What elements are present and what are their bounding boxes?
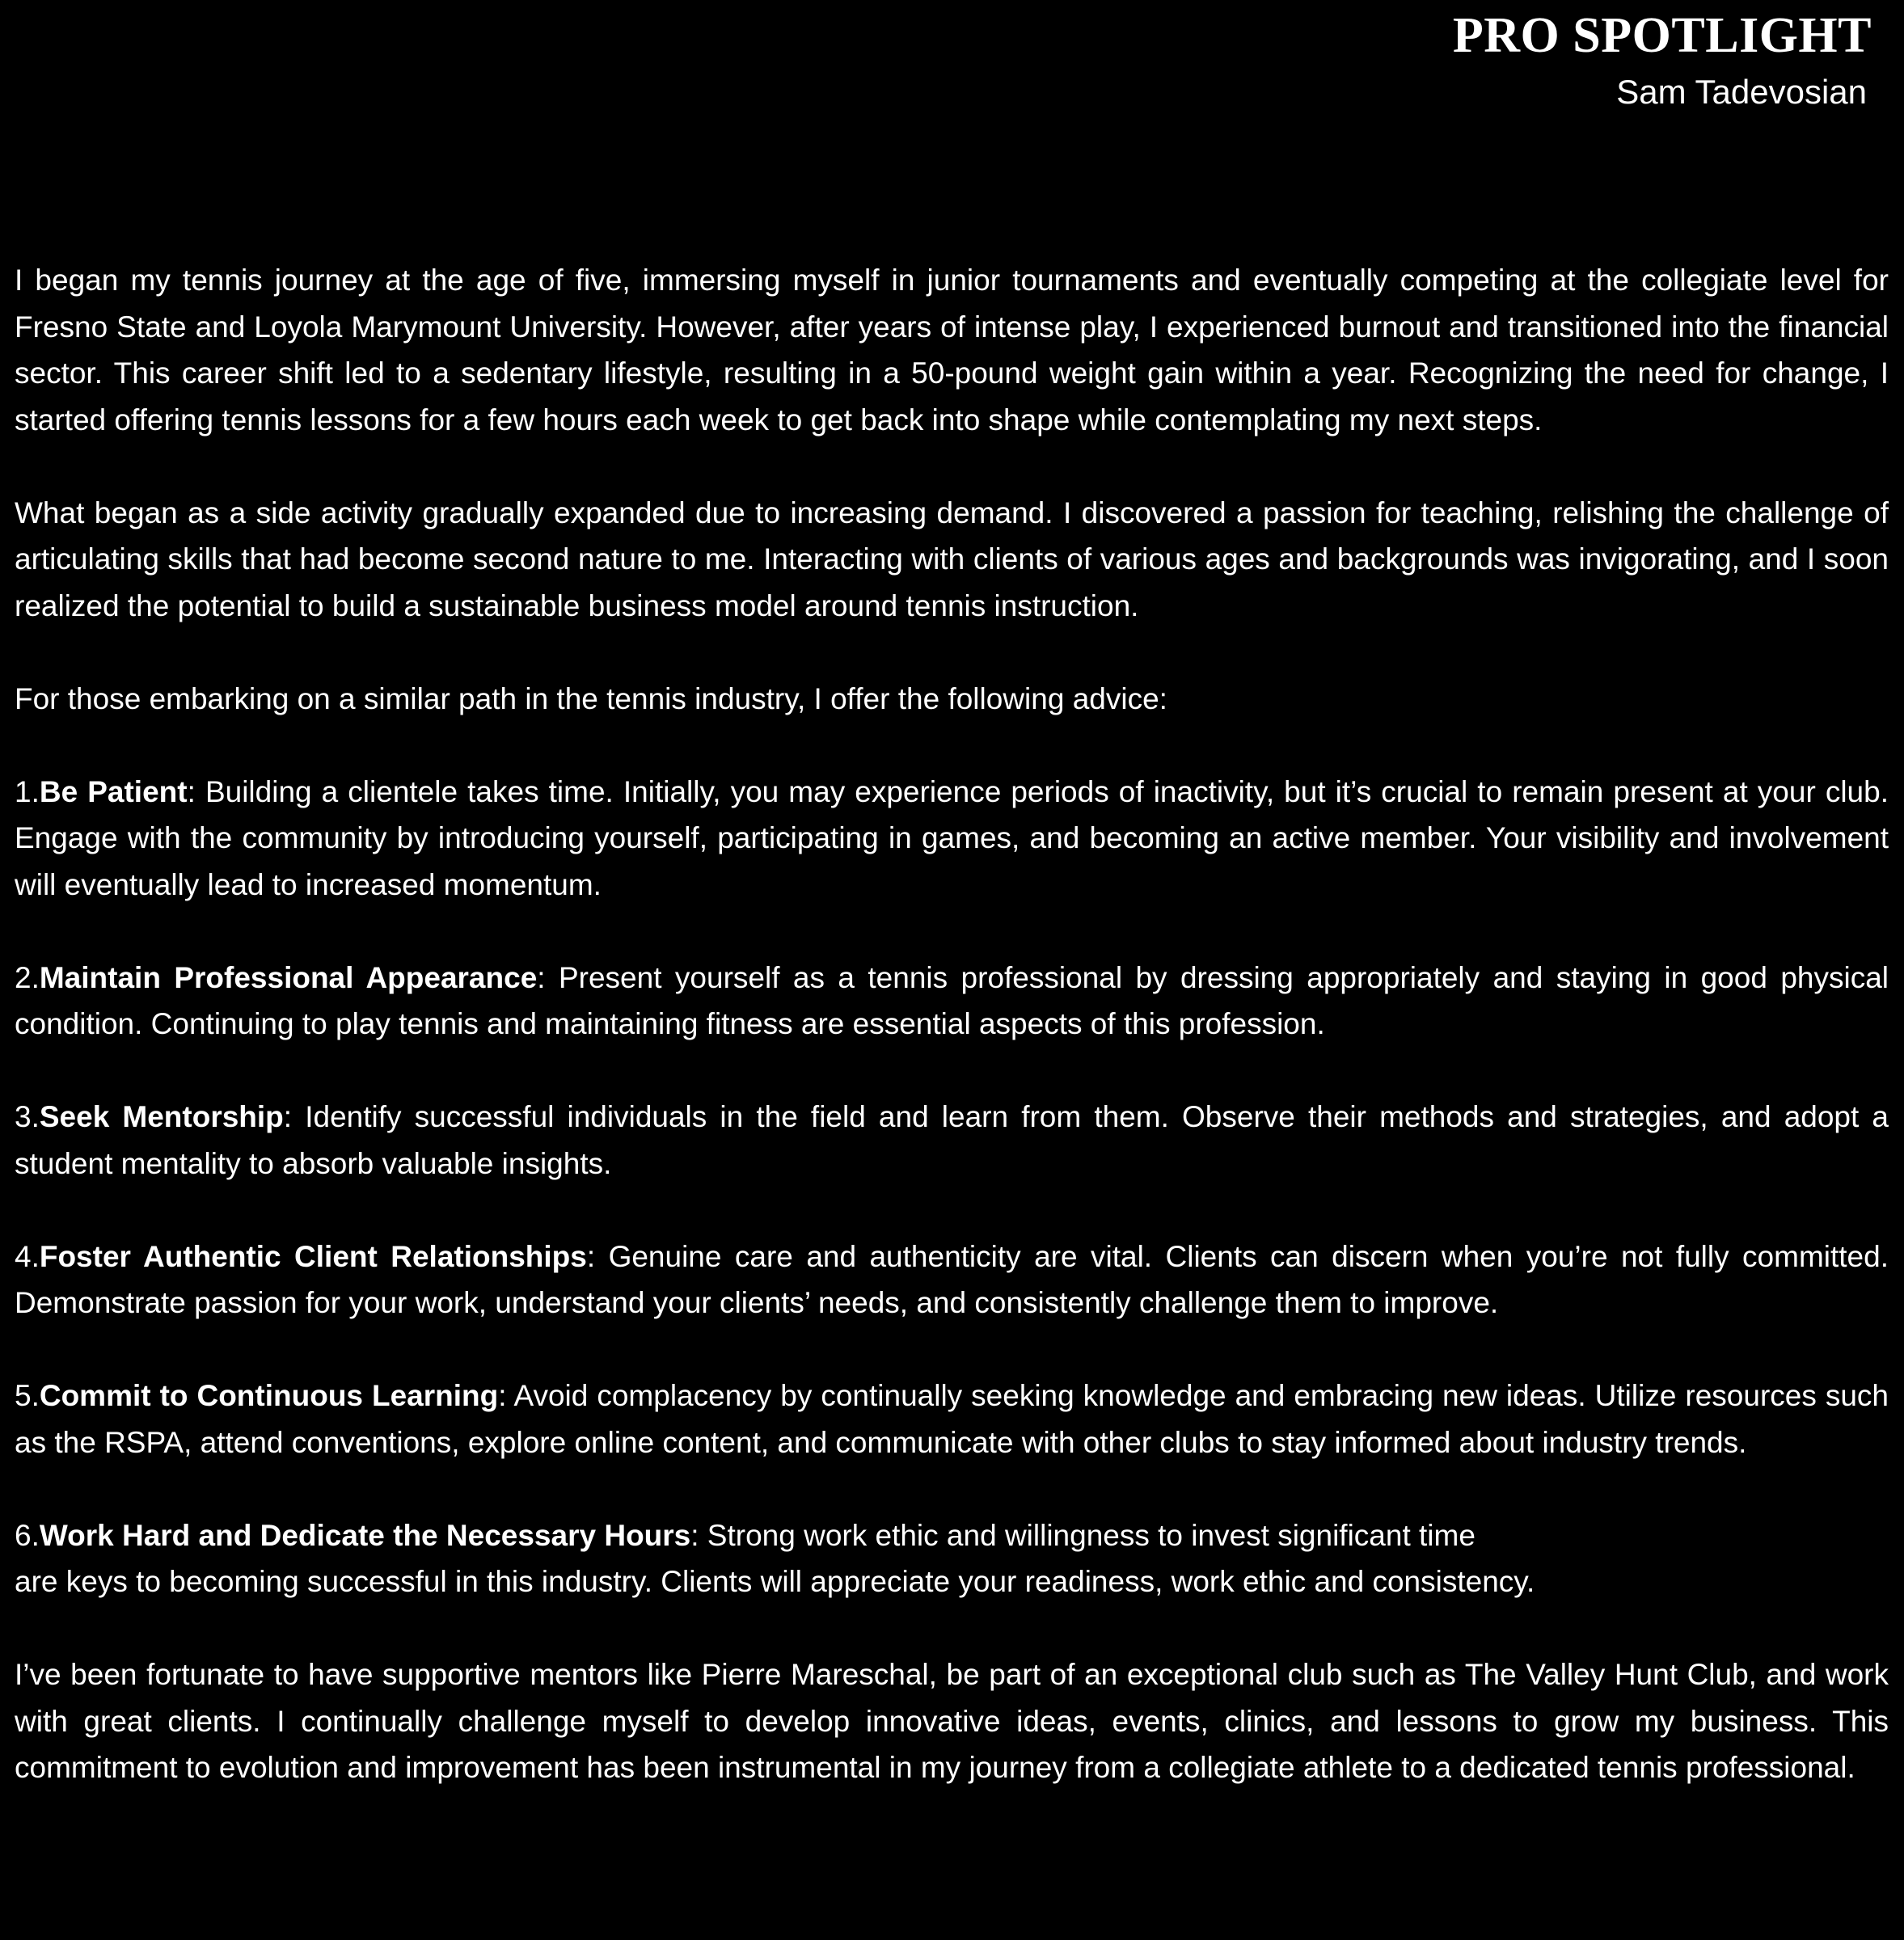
page-title: PRO SPOTLIGHT (1452, 8, 1872, 63)
advice-text-continued: are keys to becoming successful in this industry. Clients will appreciate your readiness, work ethic and consistency. (15, 1565, 1535, 1598)
advice-text: : Identify successful individuals in the field and learn from them. Observe their methods and strategies, and adopt a student mentality to absorb valuable insights. (15, 1100, 1889, 1180)
advice-heading: Be Patient (39, 774, 188, 808)
advice-heading: Foster Authentic Client Relationships (39, 1239, 587, 1273)
advice-number: 5. (15, 1379, 40, 1412)
advice-item-2 (15, 955, 1889, 1048)
advice-heading: Seek Mentorship (39, 1100, 284, 1133)
advice-item-4 (15, 1234, 1889, 1326)
advice-text: : Strong work ethic and willingness to invest significant time (690, 1518, 1475, 1552)
article-body (15, 257, 1889, 1791)
advice-number: 6. (15, 1518, 40, 1552)
advice-text: : Avoid complacency by continually seeking knowledge and embracing new ideas. Utilize resources such as the RSPA, attend conventions, explore online content, and communicate with other clubs to stay informed about industry trends. (15, 1379, 1889, 1459)
intro-paragraph-2: What began as a side activity gradually expanded due to increasing demand. I discovered a passion for teaching, relishing the challenge of articulating skills that had become second nature to me. Interacting with clients of various ages and backgrounds was invigorating, and I soon realized the potential to build a sustainable business model around tennis instruction. (15, 496, 1889, 622)
advice-number: 1. (15, 774, 40, 808)
advice-heading: Maintain Professional Appearance (39, 960, 538, 994)
advice-number: 4. (15, 1239, 40, 1273)
advice-item-3 (15, 1094, 1889, 1187)
advice-text: : Genuine care and authenticity are vital. Clients can discern when you’re not fully committed. Demonstrate passion for your work, understand your clients’ needs, and consistently challenge them to improve. (15, 1239, 1889, 1319)
advice-item-1 (15, 769, 1889, 909)
advice-number: 2. (15, 960, 40, 994)
advice-item-5 (15, 1373, 1889, 1466)
advice-number: 3. (15, 1100, 40, 1133)
advice-heading: Work Hard and Dedicate the Necessary Hours (39, 1518, 691, 1552)
advice-item-6 (15, 1512, 1889, 1605)
advice-intro: For those embarking on a similar path in the tennis industry, I offer the following advice: (15, 681, 1167, 715)
advice-text: : Building a clientele takes time. Initially, you may experience periods of inactivity, but it’s crucial to remain present at your club. Engage with the community by introducing yourself, participating in games, and becoming an active member. Your visibility and involvement will eventually lead to increased momentum. (15, 774, 1889, 901)
page-header (1453, 5, 1872, 113)
intro-paragraph-1: I began my tennis journey at the age of five, immersing myself in junior tournaments and eventually competing at the collegiate level for Fresno State and Loyola Marymount University. However, after years of intense play, I experienced burnout and transitioned into the financial sector. This career shift led to a sedentary lifestyle, resulting in a 50-pound weight gain within a year. Recognizing the need for change, I started offering tennis lessons for a few hours each week to get back into shape while contemplating my next steps. (15, 264, 1889, 436)
author-name: Sam Tadevosian (1616, 73, 1867, 111)
closing-paragraph: I’ve been fortunate to have supportive mentors like Pierre Mareschal, be part of an exceptional club such as The Valley Hunt Club, and work with great clients. I continually challenge myself to develop innovative ideas, events, clinics, and lessons to grow my business. This commitment to evolution and improvement has been instrumental in my journey from a collegiate athlete to a dedicated tennis professional. (15, 1658, 1889, 1784)
advice-heading: Commit to Continuous Learning (39, 1379, 499, 1412)
advice-text: : Present yourself as a tennis professional by dressing appropriately and staying in good physical condition. Continuing to play tennis and maintaining fitness are essential aspects of this profession. (15, 960, 1889, 1040)
